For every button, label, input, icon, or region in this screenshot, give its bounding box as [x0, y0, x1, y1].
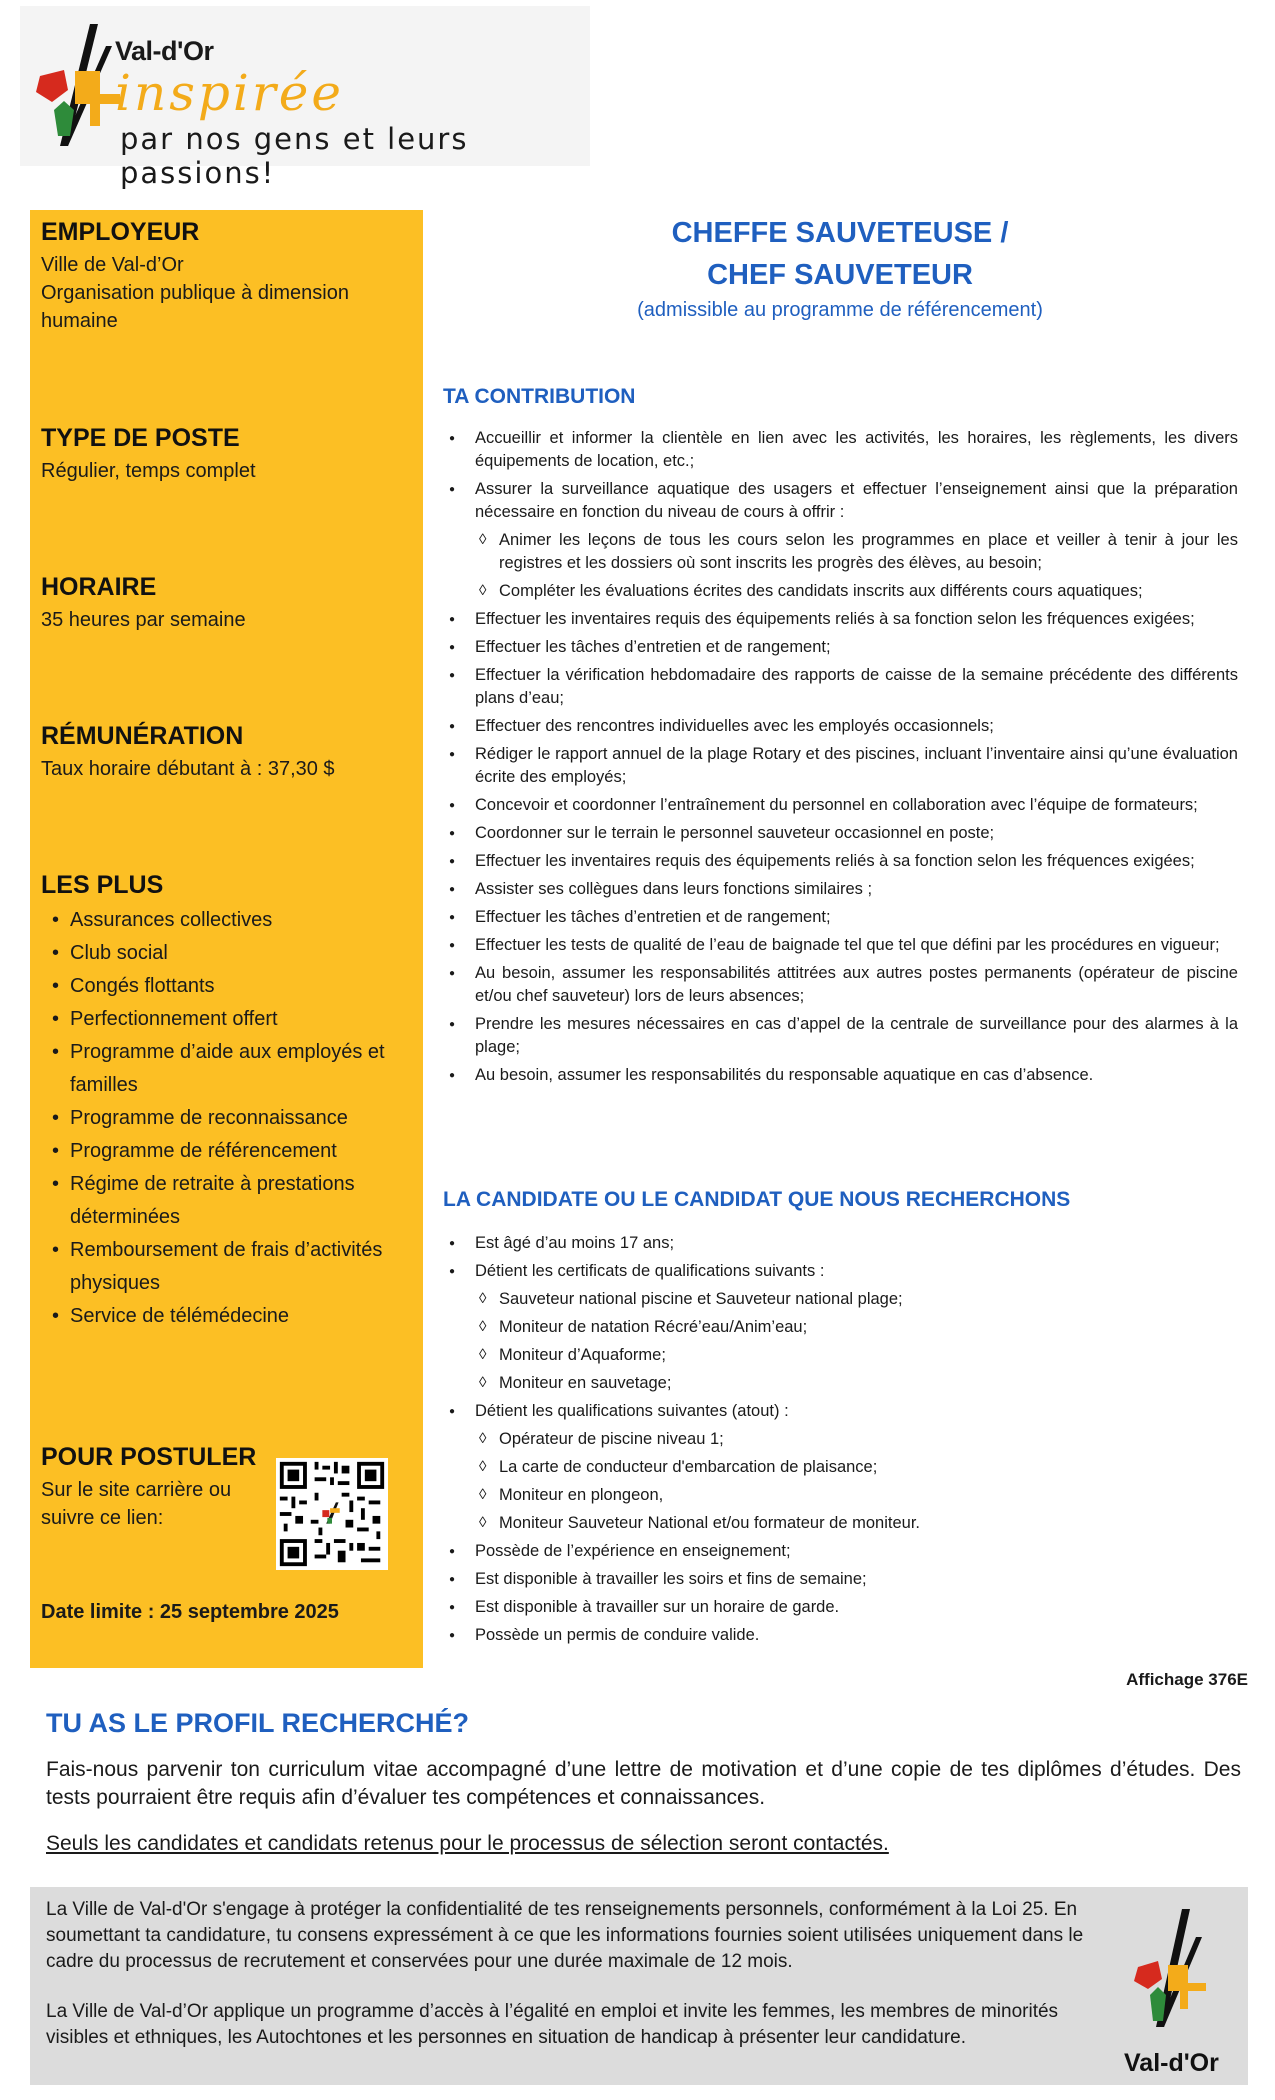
list-item: • Régime de retraite à prestations déterminées — [41, 1168, 413, 1234]
job-type-section — [41, 424, 413, 485]
perks-section — [41, 871, 413, 1333]
pay-value: Taux horaire débutant à : 37,30 $ — [41, 758, 335, 780]
list-item: ● Assister ses collègues dans leurs fonctions similaires ; — [443, 878, 1238, 901]
list-item: ● Coordonner sur le terrain le personnel sauveteur occasionnel en poste; — [443, 822, 1238, 845]
footer-logo-text: Val-d'Or — [1124, 2049, 1219, 2077]
job-title-line1: CHEFFE SAUVETEUSE / — [671, 217, 1009, 249]
profile-heading: TU AS LE PROFIL RECHERCHÉ? — [46, 1708, 470, 1738]
list-item: ◊ Moniteur de natation Récré’eau/Anim’eau; — [443, 1316, 1238, 1339]
requirements-list — [443, 1232, 1238, 1652]
apply-section — [41, 1443, 263, 1532]
privacy-statement: La Ville de Val-d'Or s'engage à protéger la confidentialité de tes renseignements personnels, conformément à la Loi 25. En soumettant ta candidature, tu consens expressément à ce que les informations fournies soient utilisées uniquement dans le cadre du processus de recrutement et conservées pour une durée maximale de 12 mois. — [46, 1899, 1084, 1972]
list-item: • Remboursement de frais d’activités physiques — [41, 1234, 413, 1300]
job-title-line2: CHEF SAUVETEUR — [707, 259, 973, 291]
footer-logo — [1110, 1887, 1248, 2085]
list-item: • Perfectionnement offert — [41, 1003, 413, 1036]
list-item: ◊ Opérateur de piscine niveau 1; — [443, 1428, 1238, 1451]
list-item: ● Assurer la surveillance aquatique des usagers et effectuer l’enseignement ainsi que la préparation nécessaire en fonction du niveau de cours à offrir : — [443, 478, 1238, 524]
pay-section — [41, 722, 413, 783]
list-item: • Programme d’aide aux employés et familles — [41, 1036, 413, 1102]
list-item: ● Au besoin, assumer les responsabilités attitrées aux autres postes permanents (opérateur de piscine et/ou chef sauveteur) lors de leurs absences; — [443, 962, 1238, 1008]
posting-code: Affichage 376E — [1126, 1670, 1248, 1689]
employer-name: Ville de Val-d’Or — [41, 254, 184, 276]
list-item: ● Au besoin, assumer les responsabilités du responsable aquatique en cas d’absence. — [443, 1064, 1238, 1087]
list-item: • Congés flottants — [41, 970, 413, 1003]
equity-statement: La Ville de Val-d’Or applique un programme d’accès à l’égalité en emploi et invite les femmes, les membres de minorités visibles et ethniques, les Autochtones et les personnes en situation de handicap à présenter leur candidature. — [46, 2001, 1059, 2048]
employer-section — [41, 218, 413, 335]
list-item: ● Effectuer les inventaires requis des équipements reliés à sa fonction selon les fréquences exigées; — [443, 608, 1238, 631]
list-item: • Programme de reconnaissance — [41, 1102, 413, 1135]
employer-heading: EMPLOYEUR — [41, 218, 200, 246]
job-title-block — [430, 212, 1250, 324]
apply-heading: POUR POSTULER — [41, 1443, 257, 1471]
list-item: ◊ Moniteur en plongeon, — [443, 1484, 1238, 1507]
list-item: ● Effectuer les tâches d’entretien et de rangement; — [443, 636, 1238, 659]
employer-description: Organisation publique à dimension humaine — [41, 282, 349, 332]
list-item: ● Est âgé d’au moins 17 ans; — [443, 1232, 1238, 1255]
list-item: • Service de télémédecine — [41, 1300, 413, 1333]
valdor-emblem-icon — [1110, 1887, 1248, 2047]
profile-note: Seuls les candidates et candidats retenus pour le processus de sélection seront contactés. — [46, 1832, 889, 1855]
apply-text: Sur le site carrière ou suivre ce lien: — [41, 1479, 232, 1529]
list-item: • Club social — [41, 937, 413, 970]
list-item: ◊ Animer les leçons de tous les cours selon les programmes en place et veiller à tenir à jour les registres et les dossiers où sont inscrits les progrès des élèves, au besoin; — [443, 529, 1238, 575]
list-item: ● Rédiger le rapport annuel de la plage Rotary et des piscines, incluant l’inventaire ainsi qu’une évaluation écrite des employés; — [443, 743, 1238, 789]
list-item: ● Est disponible à travailler les soirs et fins de semaine; — [443, 1568, 1238, 1591]
list-item: ● Effectuer la vérification hebdomadaire des rapports de caisse de la semaine précédente des différents plans d’eau; — [443, 664, 1238, 710]
list-item: ● Accueillir et informer la clientèle en lien avec les activités, les horaires, les règlements, les divers équipements de location, etc.; — [443, 427, 1238, 473]
job-type-value: Régulier, temps complet — [41, 460, 256, 482]
list-item: ◊ La carte de conducteur d'embarcation de plaisance; — [443, 1456, 1238, 1479]
list-item: ● Possède un permis de conduire valide. — [443, 1624, 1238, 1647]
list-item: ● Concevoir et coordonner l’entraînement du personnel en collaboration avec l’équipe de formateurs; — [443, 794, 1238, 817]
contribution-heading: TA CONTRIBUTION — [443, 385, 636, 408]
list-item: ● Effectuer les tâches d’entretien et de rangement; — [443, 906, 1238, 929]
list-item: ● Possède de l’expérience en enseignement; — [443, 1540, 1238, 1563]
list-item: ◊ Moniteur d’Aquaforme; — [443, 1344, 1238, 1367]
info-sidebar — [30, 210, 423, 1668]
list-item: ● Effectuer les tests de qualité de l’eau de baignade tel que tel que défini par les procédures en vigueur; — [443, 934, 1238, 957]
requirements-heading: LA CANDIDATE OU LE CANDIDAT QUE NOUS RECHERCHONS — [443, 1188, 1071, 1211]
pay-heading: RÉMUNÉRATION — [41, 722, 244, 750]
schedule-heading: HORAIRE — [41, 573, 157, 601]
header-logo — [20, 6, 590, 190]
list-item: ● Effectuer des rencontres individuelles avec les employés occasionnels; — [443, 715, 1238, 738]
list-item: • Assurances collectives — [41, 904, 413, 937]
list-item: ● Est disponible à travailler sur un horaire de garde. — [443, 1596, 1238, 1619]
contribution-list — [443, 427, 1238, 1092]
job-type-heading: TYPE DE POSTE — [41, 424, 240, 452]
deadline-section — [41, 1598, 413, 1626]
list-item: ● Détient les qualifications suivantes (atout) : — [443, 1400, 1238, 1423]
footer-box — [30, 1887, 1248, 2085]
logo-brand: Val-d'Or — [115, 36, 214, 66]
qr-code-icon[interactable] — [276, 1458, 388, 1570]
list-item: ● Détient les certificats de qualifications suivants : — [443, 1260, 1238, 1283]
perks-list — [41, 904, 413, 1333]
list-item: • Programme de référencement — [41, 1135, 413, 1168]
perks-heading: LES PLUS — [41, 871, 164, 899]
schedule-section — [41, 573, 413, 634]
deadline-text: Date limite : 25 septembre 2025 — [41, 1601, 339, 1623]
list-item: ◊ Moniteur en sauvetage; — [443, 1372, 1238, 1395]
list-item: ◊ Sauveteur national piscine et Sauveteur national plage; — [443, 1288, 1238, 1311]
schedule-value: 35 heures par semaine — [41, 609, 246, 631]
valdor-emblem-icon — [20, 6, 130, 166]
list-item: ◊ Moniteur Sauveteur National et/ou formateur de moniteur. — [443, 1512, 1238, 1535]
logo-tagline: par nos gens et leurs passions! — [120, 122, 469, 190]
job-subtitle: (admissible au programme de référencement) — [637, 299, 1043, 321]
list-item: ◊ Compléter les évaluations écrites des candidats inscrits aux différents cours aquatiques; — [443, 580, 1238, 603]
logo-script: inspirée — [115, 64, 344, 122]
list-item: ● Effectuer les inventaires requis des équipements reliés à sa fonction selon les fréquences exigées; — [443, 850, 1238, 873]
list-item: ● Prendre les mesures nécessaires en cas d’appel de la centrale de surveillance pour des alarmes à la plage; — [443, 1013, 1238, 1059]
profile-text: Fais-nous parvenir ton curriculum vitae accompagné d’une lettre de motivation et d’une copie de tes diplômes d’études. Des tests pourraient être requis afin d’évaluer tes compétences et connaissances. — [46, 1758, 1241, 1809]
